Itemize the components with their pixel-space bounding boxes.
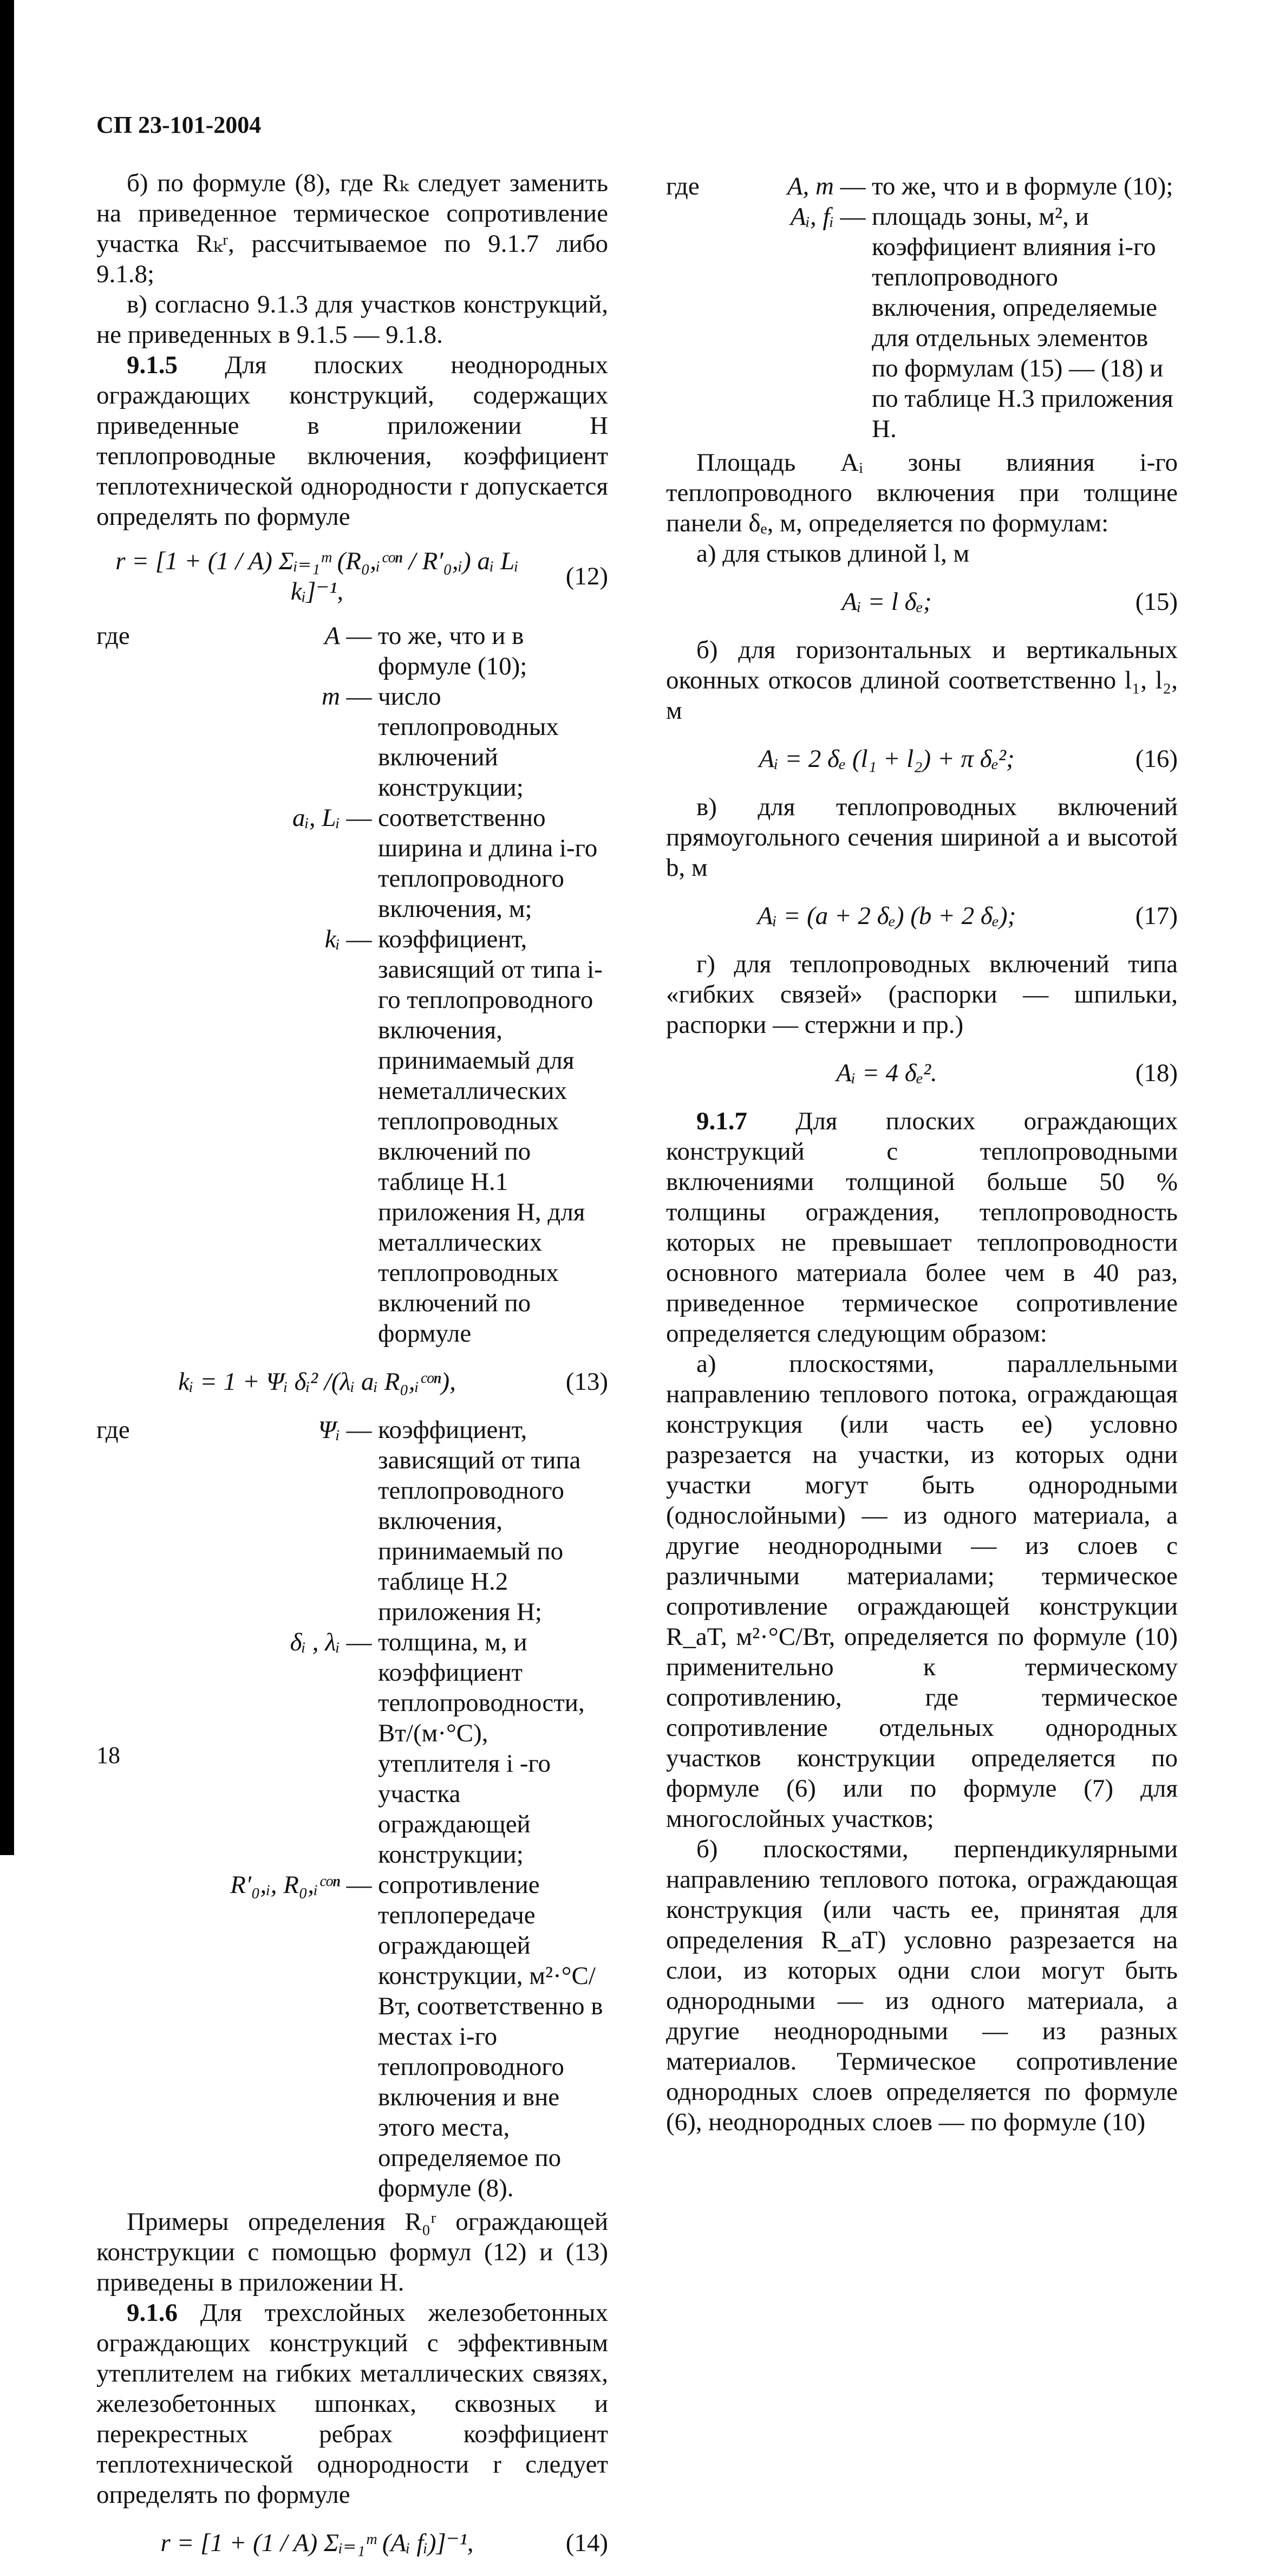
- definitions-14: [666, 171, 1178, 444]
- symbol: kᵢ: [324, 925, 340, 953]
- formula-expression: kᵢ = 1 + Ψᵢ δᵢ² /(λᵢ aᵢ R₀,ᵢᶜᵒⁿ),: [178, 1368, 456, 1396]
- formula-expression: Aᵢ = 4 δₑ².: [836, 1059, 937, 1087]
- definition-row: [96, 1627, 608, 1870]
- paragraph-b: б) по формуле (8), где Rₖ следует заменить на приведенное термическое сопротивление участка Rₖʳ, рассчитываемое по 9.1.7 либо 9.1.8;: [96, 169, 608, 288]
- symbol: A: [324, 622, 340, 650]
- dash: —: [346, 622, 372, 650]
- symbol: A, m: [787, 172, 834, 200]
- definition-row: [96, 924, 608, 1349]
- definition-text: число теплопроводных включений конструкции;: [378, 682, 559, 802]
- section-9-1-7: [666, 1106, 1178, 1349]
- definition-text: коэффициент, зависящий от типа теплопроводного включения, принимаемый по таблице Н.2 приложения Н;: [378, 1416, 581, 1626]
- definition-row: [666, 201, 1178, 444]
- formula-18: [666, 1054, 1178, 1092]
- definition-text: площадь зоны, м², и коэффициент влияния i-го теплопроводного включения, определяемые для отдельных элементов по формулам (15) — (18) и по таблице Н.3 приложения Н.: [872, 203, 1173, 443]
- paragraph-examples: Примеры определения R₀ʳ ограждающей конструкции с помощью формул (12) и (13) приведены в приложении Н.: [96, 2208, 608, 2297]
- left-column: [96, 168, 608, 2576]
- formula-expression: Aᵢ = l δₑ;: [841, 588, 932, 616]
- item-g: г) для теплопроводных включений типа «гибких связей» (распорки — шпильки, распорки — стержни и пр.): [666, 950, 1178, 1039]
- symbol: δᵢ , λᵢ: [290, 1628, 340, 1656]
- formula-number: (16): [1135, 745, 1178, 773]
- paragraph-area: Площадь Aᵢ зоны влияния i-го теплопроводного включения при толщине панели δₑ, м, определяется по формулам:: [666, 448, 1178, 537]
- item-a: а) для стыков длиной l, м: [696, 539, 970, 568]
- definition-text: толщина, м, и коэффициент теплопроводности, Вт/(м·°С), утеплителя i -го участка ограждающей конструкции;: [378, 1628, 585, 1869]
- definition-row: [96, 1870, 608, 2203]
- formula-13: [96, 1363, 608, 1401]
- formula-expression: Aᵢ = 2 δₑ (l₁ + l₂) + π δₑ²;: [759, 745, 1015, 773]
- dash: —: [346, 1871, 372, 1899]
- where-label: где: [666, 172, 700, 200]
- formula-number: (12): [565, 562, 608, 590]
- dash: —: [346, 1628, 372, 1656]
- item-917-b: б) плоскостями, перпендикулярными направлению теплового потока, ограждающая конструкция (или часть ее, принятая для определения R_aT) условно разрезается на слои, из которых одни слои могут быть однородными — из одного материала, а другие неоднородными — из разных материалов. Термическое сопротивление однородных слоев определяется по формуле (6), неоднородных слоев — по формуле (10): [666, 1835, 1178, 2136]
- symbol: Ψᵢ: [318, 1416, 340, 1444]
- definitions-12: [96, 621, 608, 1349]
- formula-number: (17): [1135, 902, 1178, 930]
- section-text: Для плоских неоднородных ограждающих конструкций, содержащих приведенные в приложении Н теплопроводные включения, коэффициент теплотехнической однородности r допускается определять по формуле: [96, 351, 609, 531]
- item-917-a: а) плоскостями, параллельными направлению теплового потока, ограждающая конструкция (или часть ее) условно разрезается на участки, из которых одни участки могут быть однородными (однослойными) — из одного материала, а другие неоднородными — из слоев с различными материалами; термическое сопротивление ограждающей конструкции R_aT, м²·°С/Вт, определяется по формуле (10) применительно к термическому сопротивлению, где термическое сопротивление отдельных однородных участков конструкции определяется по формуле (6) или по формуле (7) для многослойных участков;: [666, 1350, 1178, 1833]
- section-number: 9.1.7: [696, 1107, 747, 1135]
- formula-14: [96, 2524, 608, 2562]
- dash: —: [346, 682, 372, 711]
- section-9-1-5: [96, 350, 608, 532]
- formula-12: [96, 546, 608, 607]
- dash: —: [346, 1416, 372, 1444]
- where-label: где: [96, 1416, 130, 1444]
- item-b: б) для горизонтальных и вертикальных оконных откосов длиной соответственно l₁, l₂, м: [666, 636, 1178, 725]
- definition-row: [96, 681, 608, 803]
- formula-16: [666, 740, 1178, 778]
- formula-expression: Aᵢ = (a + 2 δₑ) (b + 2 δₑ);: [757, 902, 1016, 930]
- definition-row: [96, 803, 608, 924]
- formula-17: [666, 897, 1178, 935]
- paragraph-v: в) согласно 9.1.3 для участков конструкций, не приведенных в 9.1.5 — 9.1.8.: [96, 290, 608, 349]
- definition-row: [96, 1415, 608, 1627]
- formula-expression: r = [1 + (1 / A) Σᵢ₌₁ᵐ (Aᵢ fᵢ)]⁻¹,: [160, 2529, 474, 2557]
- formula-15: [666, 583, 1178, 621]
- symbol: aᵢ, Lᵢ: [292, 804, 340, 832]
- section-number: 9.1.5: [127, 351, 178, 379]
- symbol: R′₀,ᵢ, R₀,ᵢᶜᵒⁿ: [230, 1871, 340, 1899]
- section-text: Для плоских ограждающих конструкций с теплопроводными включениями толщиной больше 50 % толщины ограждения, теплопроводность которых не превышает теплопроводности основного материала более чем в 40 раз, приведенное термическое сопротивление определяется следующим образом:: [666, 1107, 1178, 1348]
- definition-text: коэффициент, зависящий от типа i-го теплопроводного включения, принимаемый для неметаллических теплопроводных включений по таблице Н.1 приложения Н, для металлических теплопроводных включений по формуле: [378, 925, 603, 1348]
- right-column: [666, 168, 1178, 2137]
- item-v: в) для теплопроводных включений прямоугольного сечения шириной a и высотой b, м: [666, 793, 1178, 882]
- definition-text: сопротивление теплопередаче ограждающей конструкции, м²·°С/Вт, соответственно в местах i-го теплопроводного включения и вне этого места, определяемое по формуле (8).: [378, 1871, 603, 2202]
- dash: —: [840, 203, 866, 231]
- definition-text: то же, что и в формуле (10);: [378, 622, 527, 680]
- page-number: 18: [96, 1742, 120, 1768]
- formula-number: (14): [565, 2529, 608, 2557]
- formula-number: (13): [565, 1368, 608, 1396]
- formula-expression: r = [1 + (1 / A) Σᵢ₌₁ᵐ (R₀,ᵢᶜᵒⁿ / R′₀,ᵢ) aᵢ Lᵢ kᵢ]⁻¹,: [115, 547, 519, 606]
- where-label: где: [96, 622, 130, 650]
- dash: —: [840, 172, 866, 200]
- section-9-1-6: [96, 2298, 608, 2510]
- definition-row: [96, 621, 608, 681]
- scan-edge-stripe: [0, 0, 14, 1855]
- symbol: Aᵢ, fᵢ: [790, 203, 834, 231]
- definition-text: соответственно ширина и длина i-го теплопроводного включения, м;: [378, 804, 598, 923]
- section-number: 9.1.6: [127, 2299, 178, 2327]
- section-text: Для трехслойных железобетонных ограждающих конструкций с эффективным утеплителем на гибких металлических связях, железобетонных шпонках, сквозных и перекрестных ребрах коэффициент теплотехнической однородности r следует определять по формуле: [96, 2299, 609, 2509]
- definition-text: то же, что и в формуле (10);: [872, 172, 1173, 200]
- document-code-header: СП 23-101-2004: [96, 112, 262, 138]
- formula-number: (15): [1135, 588, 1178, 616]
- dash: —: [346, 804, 372, 832]
- formula-number: (18): [1135, 1059, 1178, 1087]
- symbol: m: [322, 682, 340, 711]
- dash: —: [346, 925, 372, 953]
- definitions-13: [96, 1415, 608, 2203]
- definition-row: [666, 171, 1178, 201]
